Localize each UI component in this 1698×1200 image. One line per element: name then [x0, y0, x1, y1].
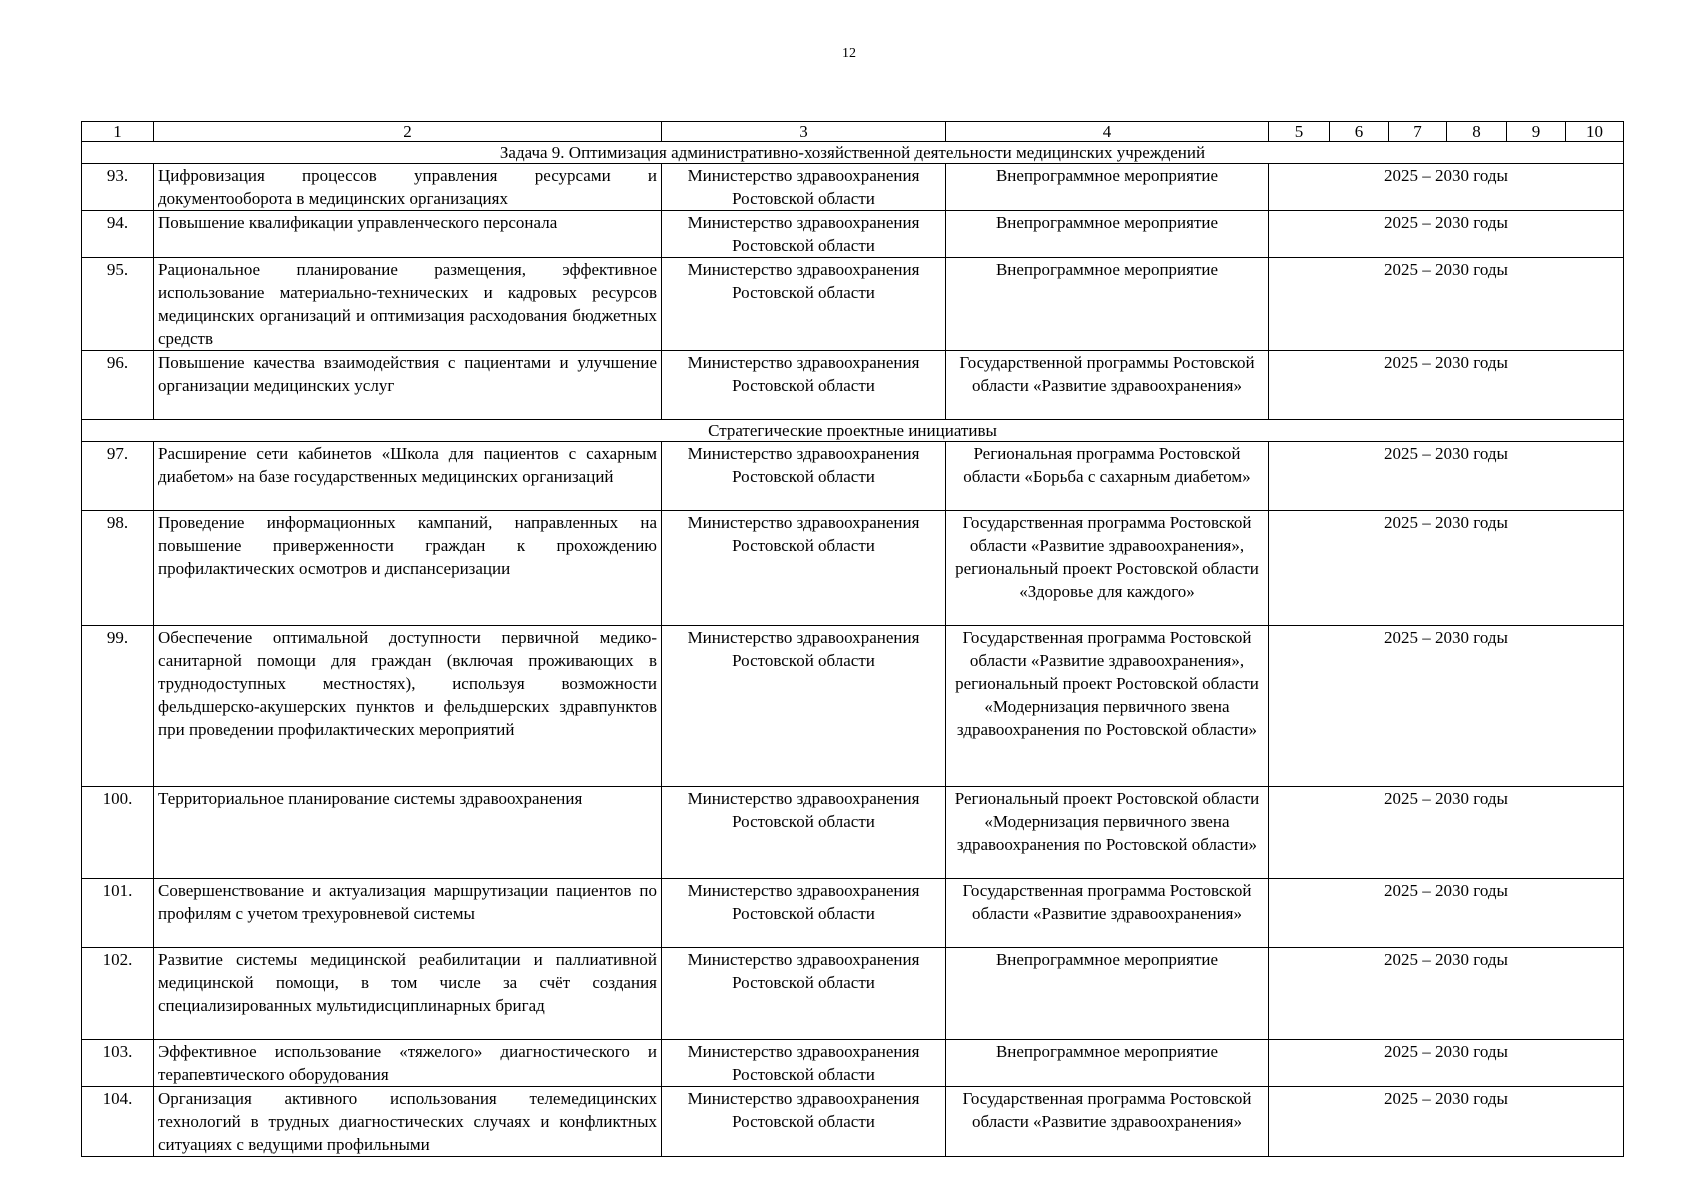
implementation-period: 2025 – 2030 годы: [1269, 948, 1624, 1040]
table-row: [82, 787, 1624, 879]
column-header: 4: [946, 122, 1269, 142]
measure-description: Обеспечение оптимальной доступности первичной медико-санитарной помощи для граждан (включая проживающих в труднодоступных местностях), используя возможности фельдшерско-акушерских пунктов и фельдшерских здравпунктов при проведении профилактических мероприятий: [154, 626, 662, 787]
responsible-executor: Министерство здравоохранения Ростовской области: [662, 511, 946, 626]
section-title: Задача 9. Оптимизация административно-хозяйственной деятельности медицинских учреждений: [82, 142, 1624, 164]
program-reference: Государственная программа Ростовской области «Развитие здравоохранения»: [946, 1087, 1269, 1157]
section-header-row: [82, 420, 1624, 442]
column-header: 8: [1447, 122, 1507, 142]
responsible-executor: Министерство здравоохранения Ростовской области: [662, 626, 946, 787]
measure-description: Организация активного использования телемедицинских технологий в трудных диагностических случаях и конфликтных ситуациях с ведущими профильными: [154, 1087, 662, 1157]
program-reference: Внепрограммное мероприятие: [946, 1040, 1269, 1087]
responsible-executor: Министерство здравоохранения Ростовской области: [662, 351, 946, 420]
measure-description: Расширение сети кабинетов «Школа для пациентов с сахарным диабетом» на базе государственных медицинских организаций: [154, 442, 662, 511]
measure-description: Цифровизация процессов управления ресурсами и документооборота в медицинских организациях: [154, 164, 662, 211]
row-number: 101.: [82, 879, 154, 948]
measure-description: Повышение квалификации управленческого персонала: [154, 211, 662, 258]
measure-description: Повышение качества взаимодействия с пациентами и улучшение организации медицинских услуг: [154, 351, 662, 420]
implementation-period: 2025 – 2030 годы: [1269, 626, 1624, 787]
table-body: [82, 122, 1624, 1157]
row-number: 99.: [82, 626, 154, 787]
responsible-executor: Министерство здравоохранения Ростовской области: [662, 211, 946, 258]
table-row: [82, 948, 1624, 1040]
section-header-row: [82, 142, 1624, 164]
column-header: 5: [1269, 122, 1330, 142]
column-header: 2: [154, 122, 662, 142]
table-row: [82, 879, 1624, 948]
column-header: 7: [1389, 122, 1447, 142]
responsible-executor: Министерство здравоохранения Ростовской области: [662, 787, 946, 879]
responsible-executor: Министерство здравоохранения Ростовской области: [662, 1040, 946, 1087]
table-row: [82, 511, 1624, 626]
program-reference: Внепрограммное мероприятие: [946, 211, 1269, 258]
table-row: [82, 442, 1624, 511]
section-title: Стратегические проектные инициативы: [82, 420, 1624, 442]
row-number: 93.: [82, 164, 154, 211]
table-row: [82, 164, 1624, 211]
row-number: 98.: [82, 511, 154, 626]
implementation-period: 2025 – 2030 годы: [1269, 1087, 1624, 1157]
program-reference: Региональный проект Ростовской области «Модернизация первичного звена здравоохранения по Ростовской области»: [946, 787, 1269, 879]
row-number: 97.: [82, 442, 154, 511]
implementation-period: 2025 – 2030 годы: [1269, 351, 1624, 420]
implementation-period: 2025 – 2030 годы: [1269, 164, 1624, 211]
implementation-period: 2025 – 2030 годы: [1269, 258, 1624, 351]
measure-description: Развитие системы медицинской реабилитации и паллиативной медицинской помощи, в том числе за счёт создания специализированных мультидисциплинарных бригад: [154, 948, 662, 1040]
row-number: 103.: [82, 1040, 154, 1087]
responsible-executor: Министерство здравоохранения Ростовской области: [662, 948, 946, 1040]
measure-description: Рациональное планирование размещения, эффективное использование материально-технических и кадровых ресурсов медицинских организаций и оптимизация расходования бюджетных средств: [154, 258, 662, 351]
row-number: 96.: [82, 351, 154, 420]
table-row: [82, 1087, 1624, 1157]
column-header: 9: [1507, 122, 1566, 142]
program-reference: Внепрограммное мероприятие: [946, 948, 1269, 1040]
row-number: 100.: [82, 787, 154, 879]
table-row: [82, 351, 1624, 420]
implementation-period: 2025 – 2030 годы: [1269, 879, 1624, 948]
table-row: [82, 258, 1624, 351]
column-header: 1: [82, 122, 154, 142]
table-row: [82, 211, 1624, 258]
column-header: 6: [1330, 122, 1389, 142]
column-header: 10: [1566, 122, 1624, 142]
table-row: [82, 626, 1624, 787]
page-number: 12: [842, 46, 856, 61]
responsible-executor: Министерство здравоохранения Ростовской области: [662, 1087, 946, 1157]
measures-table: [81, 121, 1624, 1157]
responsible-executor: Министерство здравоохранения Ростовской области: [662, 164, 946, 211]
program-reference: Внепрограммное мероприятие: [946, 258, 1269, 351]
measure-description: Проведение информационных кампаний, направленных на повышение приверженности граждан к прохождению профилактических осмотров и диспансеризации: [154, 511, 662, 626]
measure-description: Территориальное планирование системы здравоохранения: [154, 787, 662, 879]
column-header-row: [82, 122, 1624, 142]
row-number: 104.: [82, 1087, 154, 1157]
responsible-executor: Министерство здравоохранения Ростовской области: [662, 258, 946, 351]
column-header: 3: [662, 122, 946, 142]
program-reference: Государственная программа Ростовской области «Развитие здравоохранения»: [946, 879, 1269, 948]
responsible-executor: Министерство здравоохранения Ростовской области: [662, 442, 946, 511]
row-number: 102.: [82, 948, 154, 1040]
implementation-period: 2025 – 2030 годы: [1269, 211, 1624, 258]
program-reference: Региональная программа Ростовской области «Борьба с сахарным диабетом»: [946, 442, 1269, 511]
implementation-period: 2025 – 2030 годы: [1269, 442, 1624, 511]
measure-description: Совершенствование и актуализация маршрутизации пациентов по профилям с учетом трехуровневой системы: [154, 879, 662, 948]
program-reference: Внепрограммное мероприятие: [946, 164, 1269, 211]
implementation-period: 2025 – 2030 годы: [1269, 1040, 1624, 1087]
program-reference: Государственная программа Ростовской области «Развитие здравоохранения», региональный проект Ростовской области «Модернизация первичного звена здравоохранения по Ростовской области»: [946, 626, 1269, 787]
implementation-period: 2025 – 2030 годы: [1269, 511, 1624, 626]
measure-description: Эффективное использование «тяжелого» диагностического и терапевтического оборудования: [154, 1040, 662, 1087]
program-reference: Государственная программа Ростовской области «Развитие здравоохранения», региональный проект Ростовской области «Здоровье для каждого»: [946, 511, 1269, 626]
table-row: [82, 1040, 1624, 1087]
program-reference: Государственной программы Ростовской области «Развитие здравоохранения»: [946, 351, 1269, 420]
row-number: 94.: [82, 211, 154, 258]
responsible-executor: Министерство здравоохранения Ростовской области: [662, 879, 946, 948]
implementation-period: 2025 – 2030 годы: [1269, 787, 1624, 879]
row-number: 95.: [82, 258, 154, 351]
